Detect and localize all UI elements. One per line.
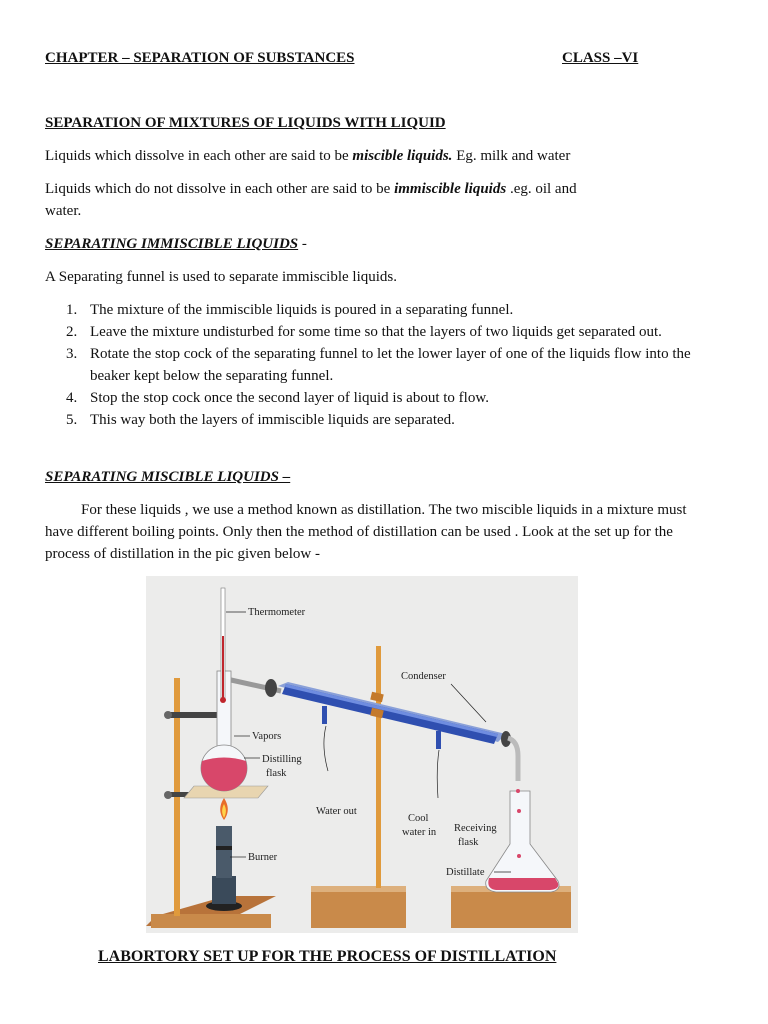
- heading-dash: -: [298, 236, 307, 252]
- miscible-example: Eg. milk and water: [452, 148, 571, 164]
- funnel-intro: A Separating funnel is used to separate immiscible liquids.: [45, 269, 398, 285]
- distillation-diagram: [146, 576, 578, 933]
- stand-rod-middle: [376, 646, 381, 888]
- step-text: This way both the layers of immiscible liquids are separated.: [90, 412, 455, 428]
- clamp-knob: [164, 791, 172, 799]
- label-thermometer: Thermometer: [248, 607, 306, 618]
- label-distilling: Distilling: [262, 754, 302, 765]
- distillation-paragraph: For these liquids , we use a method known as distillation. The two miscible liquids in a mixture must have different boiling points. Only then the method of distillation can be used . Look at the set up for the process of distillation in the pic given below -: [45, 502, 687, 562]
- label-water-out: Water out: [316, 806, 357, 817]
- step-text: Leave the mixture undisturbed for some time so that the layers of two liquids get separated out.: [90, 324, 662, 340]
- miscible-definition: [45, 146, 570, 166]
- label-receiving: Receiving: [454, 823, 497, 834]
- step-number: 2.: [66, 324, 78, 340]
- thermometer: [220, 588, 226, 703]
- water-out-tube: [322, 706, 327, 724]
- list-item: [66, 387, 726, 409]
- label-distilling-flask: flask: [266, 768, 287, 779]
- label-burner: Burner: [248, 852, 278, 863]
- label-cool: Cool: [408, 813, 429, 824]
- step-text: Rotate the stop cock of the separating funnel to let the lower layer of one of the liquids flow into the beaker kept below the separating funnel.: [90, 346, 691, 384]
- label-condenser: Condenser: [401, 671, 446, 682]
- immiscible-heading: SEPARATING IMMISCIBLE LIQUIDS: [45, 236, 299, 252]
- step-number: 1.: [66, 302, 78, 318]
- steps-list: [66, 299, 726, 431]
- list-item: [66, 343, 726, 387]
- label-vapors: Vapors: [252, 731, 282, 742]
- step-text: Stop the stop cock once the second layer of liquid is about to flow.: [90, 390, 489, 406]
- water-in-tube: [436, 731, 441, 749]
- step-text: The mixture of the immiscible liquids is poured in a separating funnel.: [90, 302, 514, 318]
- class-label: CLASS –VI: [562, 50, 639, 66]
- immiscible-term: immiscible liquids: [394, 181, 507, 197]
- immiscible-definition: [45, 179, 577, 199]
- miscible-term: miscible liquids.: [352, 148, 453, 164]
- immiscible-definition-cont: water.: [45, 203, 82, 219]
- immiscible-text: Liquids which do not dissolve in each other are said to be: [45, 181, 395, 197]
- label-water-in: water in: [402, 827, 437, 838]
- section-heading-liquids: SEPARATION OF MIXTURES OF LIQUIDS WITH LIQUID: [45, 115, 446, 131]
- step-number: 4.: [66, 390, 78, 406]
- stand-base-middle: [311, 886, 406, 928]
- step-number: 3.: [66, 346, 78, 362]
- list-item: [66, 409, 726, 431]
- figure-caption: LABORTORY SET UP FOR THE PROCESS OF DISTILLATION: [98, 948, 557, 965]
- miscible-text: Liquids which dissolve in each other are said to be: [45, 148, 353, 164]
- step-number: 5.: [66, 412, 78, 428]
- section-heading-miscible: SEPARATING MISCIBLE LIQUIDS –: [45, 469, 291, 485]
- immiscible-example: .eg. oil and: [506, 181, 577, 197]
- section-heading-immiscible: [45, 234, 307, 254]
- chapter-title: CHAPTER – SEPARATION OF SUBSTANCES: [45, 50, 355, 66]
- label-distillate: Distillate: [446, 867, 485, 878]
- list-item: [66, 299, 726, 321]
- clamp-knob: [164, 711, 172, 719]
- label-receiving-flask: flask: [458, 837, 479, 848]
- list-item: [66, 321, 726, 343]
